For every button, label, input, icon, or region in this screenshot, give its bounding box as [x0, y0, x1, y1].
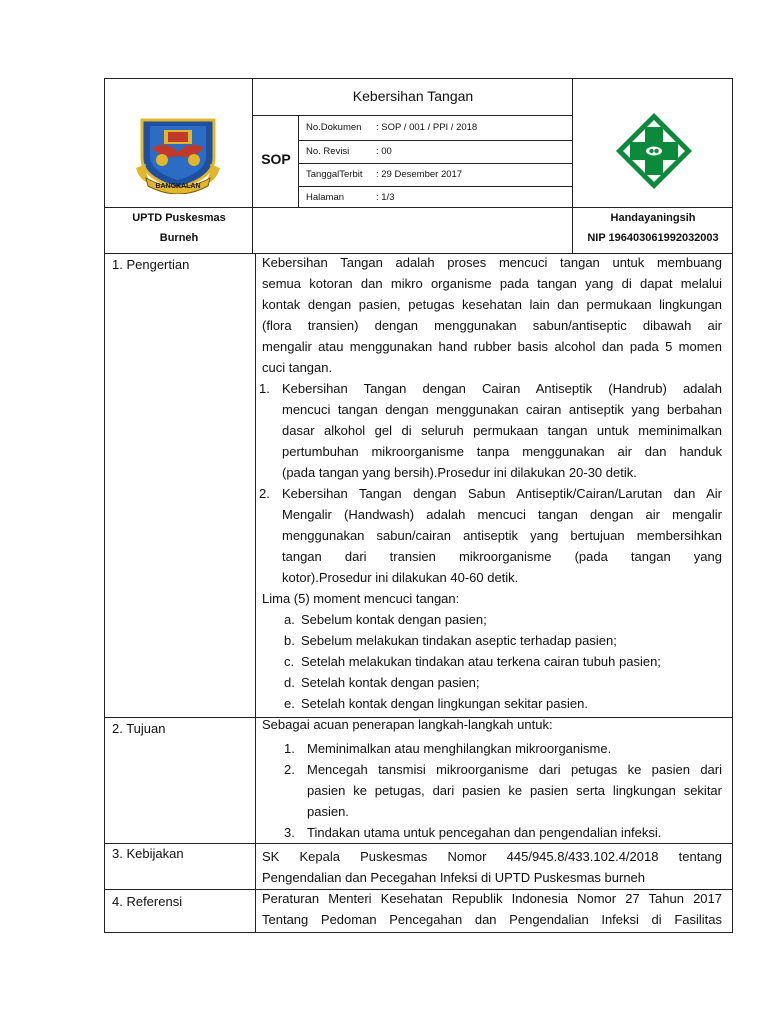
text-line: mengalir atau menggunakan hand rubber basis alcohol dan pada 5 momen	[262, 339, 722, 354]
table-border-right	[732, 78, 733, 933]
meta-divider-3	[298, 186, 572, 187]
text-line: Tindakan utama untuk pencegahan dan pengendalian infeksi.	[307, 825, 662, 840]
text-line: semua kotoran dan mikro organisme pada tangan yang di dapat melalui	[262, 276, 722, 291]
tujuan-item-2	[307, 759, 722, 822]
meta-value: : SOP / 001 / PPI / 2018	[376, 122, 478, 133]
moment-letter: e.	[284, 696, 295, 711]
text-line: (flora transien) dengan menggunakan sabun/antiseptic dibawah air	[262, 318, 722, 333]
pengertian-item-1	[282, 378, 722, 483]
text-line: mencuci tangan dengan menggunakan cairan antiseptik yang berbahan	[282, 402, 722, 417]
meta-row-revisi	[306, 146, 392, 157]
item-number: 2.	[259, 486, 270, 501]
meta-row-halaman	[306, 192, 395, 203]
meta-divider-1	[298, 140, 572, 141]
org-name	[104, 208, 254, 248]
meta-key: No. Revisi	[306, 146, 350, 157]
sop-col-divider	[298, 115, 299, 207]
referensi-text	[262, 888, 722, 930]
text-line: Mencegah tansmisi mikroorganisme dari petugas ke pasien dari	[307, 762, 722, 777]
meta-row-terbit	[306, 169, 462, 180]
meta-key: TanggalTerbit	[306, 169, 363, 180]
moment-title: Lima (5) moment mencuci tangan:	[262, 591, 460, 606]
text-line: Tentang Pedoman Pencegahan dan Pengendalian Infeksi di Fasilitas	[262, 912, 722, 927]
text-line: Kebersihan Tangan adalah proses mencuci tangan untuk membuang	[262, 255, 722, 270]
body-col-divider	[255, 253, 256, 933]
text-line: Pengendalian dan Pecegahan Infeksi di UPTD Puskesmas burneh	[262, 870, 646, 885]
bangkalan-logo-text: BANGKALAN	[155, 183, 201, 190]
moment-item: Sebelum melakukan tindakan aseptic terhadap pasien;	[301, 633, 617, 648]
org-name-line-2: Burneh	[159, 232, 199, 244]
moment-item: Setelah kontak dengan lingkungan sekitar pasien.	[301, 696, 588, 711]
text-line: (pada tangan yang bersih).Prosedur ini dilakukan 20-30 detik.	[282, 465, 637, 480]
text-line: Peraturan Menteri Kesehatan Republik Indonesia Nomor 27 Tahun 2017	[262, 891, 722, 906]
table-border-bottom	[104, 932, 732, 933]
signer-block	[574, 208, 732, 248]
item-number: 2.	[284, 762, 295, 777]
document-title: Kebersihan Tangan	[352, 88, 474, 104]
bangkalan-logo	[132, 112, 224, 194]
text-line: pasien ke petugas, dari pasien ke pasien serta lingkungan sekitar	[307, 783, 722, 798]
moment-item: Setelah melakukan tindakan atau terkena cairan tubuh pasien;	[301, 654, 661, 669]
item-number: 1.	[284, 741, 295, 756]
meta-key: No.Dokumen	[306, 122, 362, 133]
section-label-kebijakan: 3. Kebijakan	[112, 846, 184, 861]
tujuan-item-3	[307, 822, 722, 843]
text-line: Kebersihan Tangan dengan Sabun Antiseptik/Cairan/Larutan dan Air	[282, 486, 722, 501]
section-label-pengertian: 1. Pengertian	[112, 257, 190, 272]
text-line: dasar alkohol gel di seluruh permukaan tangan untuk meminimalkan	[282, 423, 722, 438]
tujuan-intro: Sebagai acuan penerapan langkah-langkah untuk:	[262, 717, 553, 732]
meta-value: : 1/3	[376, 192, 395, 203]
title-divider	[252, 115, 572, 116]
header-col-divider-right	[572, 78, 573, 253]
moment-letter: d.	[284, 675, 295, 690]
text-line: pertumbuhan mikroorganisme tanpa menggunakan air dan handuk	[282, 444, 722, 459]
meta-row-dokumen	[306, 122, 477, 133]
signer-nip: NIP 196403061992032003	[587, 232, 719, 244]
pengertian-item-2	[282, 483, 722, 588]
text-line: pasien.	[307, 804, 349, 819]
meta-value: : 00	[376, 146, 392, 157]
moment-item: Setelah kontak dengan pasien;	[301, 675, 480, 690]
text-line: cuci tangan.	[262, 360, 333, 375]
text-line: menggunakan sabun/cairan antiseptik yang bertujuan membersihkan	[282, 528, 722, 543]
moment-letter: a.	[284, 612, 295, 627]
org-name-line-1: UPTD Puskesmas	[132, 212, 226, 224]
moment-item: Sebelum kontak dengan pasien;	[301, 612, 487, 627]
kebijakan-text	[262, 846, 722, 888]
text-line: Meminimalkan atau menghilangkan mikroorganisme.	[307, 741, 612, 756]
text-line: Kebersihan Tangan dengan Cairan Antiseptik (Handrub) adalah	[282, 381, 722, 396]
pengertian-intro	[262, 252, 722, 378]
text-line: SK Kepala Puskesmas Nomor 445/945.8/433.102.4/2018 tentang	[262, 849, 722, 864]
meta-value: : 29 Desember 2017	[376, 169, 463, 180]
signer-name: Handayaningsih	[610, 212, 696, 224]
item-number: 3.	[284, 825, 295, 840]
puskesmas-logo	[614, 111, 694, 191]
table-border-left	[104, 78, 105, 933]
text-line: kotor).Prosedur ini dilakukan 40-60 detik.	[282, 570, 519, 585]
section-divider-2	[104, 843, 732, 844]
text-line: kontak dengan pasien, petugas kesehatan lain dan permukaan lingkungan	[262, 297, 722, 312]
tujuan-item-1	[307, 738, 722, 759]
text-line: tangan dari transien mikroorganisme (pada tangan yang	[282, 549, 722, 564]
table-border-top	[104, 78, 732, 79]
section-label-tujuan: 2. Tujuan	[112, 721, 166, 736]
moment-letter: c.	[284, 654, 295, 669]
sop-label: SOP	[261, 151, 291, 167]
text-line: Mengalir (Handwash) adalah mencuci tangan dengan air mengalir	[282, 507, 722, 522]
item-number: 1.	[259, 381, 270, 396]
section-label-referensi: 4. Referensi	[112, 894, 183, 909]
meta-key: Halaman	[306, 192, 345, 203]
moment-letter: b.	[284, 633, 295, 648]
meta-divider-2	[298, 163, 572, 164]
